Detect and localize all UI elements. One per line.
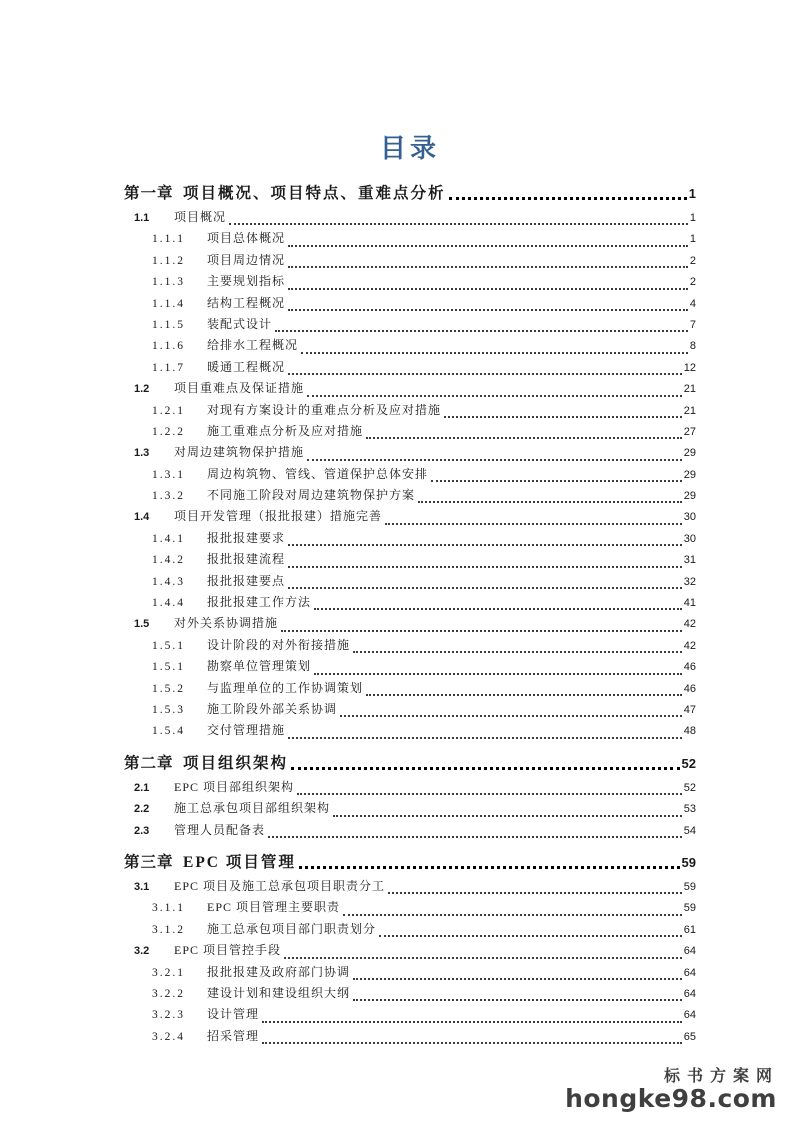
toc-entry-number: 1.2.2 — [152, 425, 185, 438]
toc-entry-label: EPC 项目管理 — [183, 853, 296, 871]
toc-entry-label: 报批报建工作方法 — [207, 595, 312, 610]
toc-entry[interactable] — [124, 572, 696, 593]
toc-entry-label: 施工总承包项目部组织架构 — [174, 801, 331, 816]
toc-entry-label: EPC 项目及施工总承包项目职责分工 — [174, 878, 386, 893]
dot-leader — [281, 614, 682, 631]
dot-leader — [379, 920, 682, 937]
toc-entry-page: 21 — [683, 404, 696, 417]
toc-entry-page: 59 — [683, 880, 696, 893]
dot-leader — [353, 636, 682, 653]
dot-leader — [288, 294, 688, 311]
toc-entry-number: 2.2 — [134, 803, 150, 816]
toc-entry-page: 42 — [683, 618, 696, 631]
toc-entry-label: 设计阶段的对外衔接措施 — [207, 637, 351, 652]
toc-entry-number: 1.4.2 — [152, 554, 185, 567]
toc-entry-page: 27 — [683, 425, 696, 438]
toc-entry[interactable] — [124, 920, 696, 941]
toc-entry-page: 30 — [683, 511, 696, 524]
toc-entry-number: 3.2.3 — [152, 1009, 185, 1022]
toc-entry-number: 1.1.1 — [152, 233, 185, 246]
toc-entry-page: 1 — [688, 186, 696, 201]
toc-entry[interactable] — [124, 778, 696, 799]
toc-entry-label: EPC 项目管理主要职责 — [207, 900, 341, 915]
toc-entry[interactable] — [124, 700, 696, 721]
toc-entry-number: 1.5.1 — [152, 639, 185, 652]
toc-entry[interactable] — [124, 898, 696, 919]
toc-entry[interactable] — [124, 401, 696, 422]
toc-entry-page: 7 — [689, 318, 696, 331]
toc-entry-page: 59 — [681, 854, 696, 870]
toc-entry-page: 47 — [683, 703, 696, 716]
toc-entry-number: 1.5 — [134, 618, 150, 631]
toc-title: 目录 — [379, 134, 440, 163]
toc-entry-page: 30 — [683, 532, 696, 545]
toc-entry[interactable] — [124, 486, 696, 507]
toc-entry-number: 1.4.4 — [152, 597, 185, 610]
toc-entry[interactable] — [124, 358, 696, 379]
toc-entry-number: 第二章 — [124, 754, 174, 772]
dot-leader — [288, 251, 688, 268]
toc-entry[interactable] — [124, 721, 696, 742]
toc-entry-number: 1.5.1 — [152, 661, 185, 674]
toc-entry-page: 29 — [683, 468, 696, 481]
toc-list — [124, 181, 696, 1048]
toc-entry-number: 第三章 — [124, 853, 174, 871]
watermark-site-name: 标书方案网 — [663, 1065, 779, 1085]
toc-entry-label: 报批报建要求 — [207, 530, 286, 545]
toc-entry[interactable] — [124, 821, 696, 842]
toc-entry-label: 项目周边情况 — [207, 252, 286, 267]
toc-entry-label: 项目概况、项目特点、重难点分析 — [183, 185, 446, 202]
toc-entry[interactable] — [124, 272, 696, 293]
toc-entry-page: 42 — [683, 639, 696, 652]
dot-leader — [291, 751, 680, 770]
toc-entry-label: EPC 项目管控手段 — [174, 943, 282, 958]
toc-entry-page: 59 — [683, 902, 696, 915]
toc-entry-page: 52 — [683, 781, 696, 794]
toc-entry[interactable] — [124, 507, 696, 528]
dot-leader — [299, 850, 680, 869]
toc-entry-label: 设计管理 — [207, 1007, 260, 1022]
toc-entry-label: 对现有方案设计的重难点分析及应对措施 — [207, 402, 442, 417]
dot-leader — [262, 1005, 682, 1022]
toc-entry-number: 1.1 — [134, 212, 150, 224]
toc-entry-number: 3.2 — [134, 945, 150, 958]
toc-entry-page: 64 — [683, 1009, 696, 1022]
toc-entry-number: 1.4 — [134, 511, 150, 524]
toc-entry-page: 61 — [683, 923, 696, 936]
dot-leader — [366, 422, 682, 439]
dot-leader — [307, 443, 682, 460]
dot-leader — [307, 379, 682, 396]
toc-entry-page: 29 — [683, 447, 696, 460]
dot-leader — [288, 229, 688, 246]
toc-entry[interactable] — [124, 963, 696, 984]
toc-entry-label: 项目概况 — [174, 210, 227, 224]
toc-entry[interactable] — [124, 294, 696, 315]
toc-entry[interactable] — [124, 1027, 696, 1048]
toc-entry-number: 1.2 — [134, 383, 150, 396]
dot-leader — [333, 799, 682, 816]
dot-leader — [297, 778, 682, 795]
toc-entry-page: 2 — [689, 254, 696, 267]
dot-leader — [288, 550, 682, 567]
dot-leader — [314, 657, 682, 674]
toc-entry[interactable] — [124, 593, 696, 614]
dot-leader — [301, 336, 688, 353]
toc-entry[interactable] — [124, 679, 696, 700]
toc-entry-label: 对周边建筑物保护措施 — [174, 445, 305, 460]
toc-entry-label: 交付管理措施 — [207, 723, 286, 738]
toc-entry-page: 64 — [683, 966, 696, 979]
toc-entry-label: 不同施工阶段对周边建筑物保护方案 — [207, 488, 416, 503]
toc-entry-label: 暖通工程概况 — [207, 359, 286, 374]
toc-entry[interactable] — [124, 251, 696, 272]
watermark-site-url: hongke98.com — [565, 1083, 777, 1113]
toc-entry-page: 41 — [683, 597, 696, 610]
dot-leader — [288, 572, 682, 589]
dot-leader — [449, 181, 687, 200]
toc-entry-page: 64 — [683, 987, 696, 1000]
toc-entry-page: 52 — [681, 755, 696, 771]
toc-entry-page: 12 — [683, 361, 696, 374]
toc-entry-number: 2.1 — [134, 781, 150, 794]
dot-leader — [288, 721, 682, 738]
toc-entry[interactable] — [124, 181, 696, 205]
watermark-logo — [565, 1067, 777, 1112]
toc-entry-label: 装配式设计 — [207, 316, 273, 331]
toc-entry-number: 第一章 — [124, 185, 174, 202]
toc-entry-number: 3.2.4 — [152, 1030, 185, 1043]
toc-entry-label: 施工阶段外部关系协调 — [207, 701, 338, 716]
toc-entry-number: 1.5.4 — [152, 725, 185, 738]
dot-leader — [284, 941, 682, 958]
toc-entry[interactable] — [124, 984, 696, 1005]
toc-entry-page: 2 — [689, 276, 696, 289]
toc-entry-page: 31 — [683, 554, 696, 567]
toc-entry-number: 1.3 — [134, 447, 150, 460]
dot-leader — [431, 465, 682, 482]
toc-entry[interactable] — [124, 443, 696, 464]
toc-entry-label: 结构工程概况 — [207, 295, 286, 310]
toc-entry[interactable] — [124, 336, 696, 357]
dot-leader — [353, 984, 682, 1001]
toc-entry-number: 1.3.1 — [152, 468, 185, 481]
toc-entry-number: 1.1.4 — [152, 297, 185, 310]
dot-leader — [288, 529, 682, 546]
dot-leader — [275, 315, 688, 332]
toc-entry-page: 53 — [683, 803, 696, 816]
table-of-contents — [124, 128, 696, 1048]
toc-entry-label: EPC 项目部组织架构 — [174, 779, 295, 794]
toc-entry-label: 对外关系协调措施 — [174, 616, 279, 631]
toc-entry-page: 4 — [689, 297, 696, 310]
toc-entry-page: 46 — [683, 682, 696, 695]
toc-entry-label: 项目重难点及保证措施 — [174, 381, 305, 396]
toc-entry-label: 施工总承包项目部门职责划分 — [207, 921, 377, 936]
toc-entry-label: 招采管理 — [207, 1028, 260, 1043]
toc-entry[interactable] — [124, 751, 696, 775]
dot-leader — [268, 821, 682, 838]
toc-entry[interactable] — [124, 799, 696, 820]
toc-entry-number: 1.1.5 — [152, 318, 185, 331]
toc-entry-page: 1 — [689, 212, 696, 224]
toc-entry[interactable] — [124, 422, 696, 443]
toc-entry-label: 给排水工程概况 — [207, 338, 299, 353]
toc-entry-number: 3.1.1 — [152, 902, 185, 915]
toc-entry[interactable] — [124, 636, 696, 657]
toc-entry[interactable] — [124, 379, 696, 400]
dot-leader — [388, 877, 682, 894]
toc-entry-number: 1.1.2 — [152, 254, 185, 267]
toc-entry-label: 施工重难点分析及应对措施 — [207, 423, 364, 438]
toc-entry[interactable] — [124, 315, 696, 336]
toc-entry-number: 3.1 — [134, 880, 150, 893]
toc-entry-label: 建设计划和建设组织大纲 — [207, 985, 351, 1000]
toc-entry[interactable] — [124, 465, 696, 486]
toc-entry[interactable] — [124, 529, 696, 550]
toc-entry[interactable] — [124, 614, 696, 635]
toc-entry[interactable] — [124, 877, 696, 898]
toc-entry[interactable] — [124, 941, 696, 962]
dot-leader — [340, 700, 682, 717]
toc-entry-number: 1.5.2 — [152, 682, 185, 695]
toc-entry-page: 65 — [683, 1030, 696, 1043]
toc-entry-label: 管理人员配备表 — [174, 822, 266, 837]
toc-entry-number: 1.4.3 — [152, 575, 185, 588]
toc-entry-number: 1.2.1 — [152, 404, 185, 417]
dot-leader — [366, 679, 682, 696]
toc-entry-page: 1 — [689, 233, 696, 246]
toc-entry-page: 54 — [683, 824, 696, 837]
toc-entry-page: 48 — [683, 725, 696, 738]
toc-entry-page: 21 — [683, 383, 696, 396]
toc-entry[interactable] — [124, 208, 696, 229]
toc-entry-label: 报批报建流程 — [207, 552, 286, 567]
toc-entry-number: 1.1.7 — [152, 361, 185, 374]
dot-leader — [343, 898, 682, 915]
dot-leader — [385, 507, 682, 524]
dot-leader — [353, 963, 682, 980]
toc-entry-number: 1.5.3 — [152, 703, 185, 716]
dot-leader — [288, 272, 688, 289]
dot-leader — [418, 486, 682, 503]
toc-entry-number: 2.3 — [134, 824, 150, 837]
toc-entry-number: 3.2.1 — [152, 966, 185, 979]
toc-entry-label: 周边构筑物、管线、管道保护总体安排 — [207, 466, 429, 481]
toc-entry-label: 与监理单位的工作协调策划 — [207, 680, 364, 695]
toc-entry-label: 勘察单位管理策划 — [207, 659, 312, 674]
toc-entry-page: 29 — [683, 490, 696, 503]
toc-entry-label: 项目开发管理（报批报建）措施完善 — [174, 509, 383, 524]
toc-entry-label: 报批报建及政府部门协调 — [207, 964, 351, 979]
toc-entry[interactable] — [124, 657, 696, 678]
dot-leader — [444, 401, 682, 418]
toc-entry-label: 主要规划指标 — [207, 274, 286, 289]
toc-entry-label: 项目总体概况 — [207, 231, 286, 246]
toc-entry-number: 1.1.3 — [152, 276, 185, 289]
toc-entry-page: 46 — [683, 661, 696, 674]
toc-entry[interactable] — [124, 550, 696, 571]
dot-leader — [288, 358, 682, 375]
toc-entry-number: 1.3.2 — [152, 490, 185, 503]
toc-entry[interactable] — [124, 1005, 696, 1026]
toc-entry[interactable] — [124, 229, 696, 250]
toc-entry-label: 项目组织架构 — [183, 754, 289, 772]
toc-entry-number: 1.1.6 — [152, 340, 185, 353]
toc-entry-number: 3.2.2 — [152, 987, 185, 1000]
toc-entry-number: 1.4.1 — [152, 532, 185, 545]
toc-entry-page: 8 — [689, 340, 696, 353]
dot-leader — [262, 1027, 682, 1044]
toc-entry-page: 32 — [683, 575, 696, 588]
dot-leader — [229, 208, 688, 225]
toc-entry-label: 报批报建要点 — [207, 573, 286, 588]
dot-leader — [314, 593, 682, 610]
toc-entry[interactable] — [124, 850, 696, 874]
toc-entry-number: 3.1.2 — [152, 923, 185, 936]
toc-entry-page: 64 — [683, 945, 696, 958]
